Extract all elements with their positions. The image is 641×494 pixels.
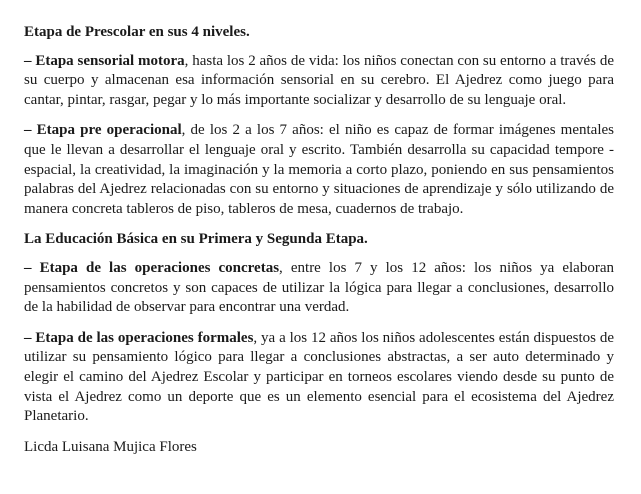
term-pre-operacional: – Etapa pre operacional [24, 122, 182, 139]
text-sensorial-motora: , hasta los 2 años de vida: los niños conectan con su entorno a través de su cuerpo y almacenan esa información sensorial en su cerebro. El Ajedrez como juego para cantar, pintar, rasgar, pegar y lo más importante socializar y desarrollo de su lenguaje oral. [24, 52, 614, 108]
term-operaciones-concretas: – Etapa de las operaciones concretas [24, 259, 280, 276]
term-operaciones-formales: – Etapa de las operaciones formales [24, 329, 254, 346]
paragraph-operaciones-formales [24, 329, 614, 427]
author-signature: Licda Luisana Mujica Flores [24, 438, 197, 455]
paragraph-sensorial-motora [24, 52, 614, 111]
term-sensorial-motora: – Etapa sensorial motora [24, 52, 185, 69]
text-operaciones-formales: , ya a los 12 años los niños adolescentes están dispuestos de utilizar su pensamiento lógico para llegar a conclusiones abstractas, a ser auto determinado y elegir el camino del Ajedrez Escolar y participar en torneos escolares viendo desde su punto de vista el Ajedrez como un deporte que es un elemento esencial para el ecosistema del Ajedrez Planetario. [24, 329, 614, 425]
section-heading-educacion-basica: La Educación Básica en su Primera y Segunda Etapa. [24, 231, 368, 248]
paragraph-pre-operacional [24, 121, 614, 219]
paragraph-operaciones-concretas [24, 259, 614, 318]
text-pre-operacional: , de los 2 a los 7 años: el niño es capaz de formar imágenes mentales que le llevan a desarrollar el lenguaje oral y escrito. También desarrolla su capacidad tempore - espacial, la creatividad, la imaginación y la memoria a corto plazo, poniendo en sus pensamientos palabras del Ajedrez relacionadas con su entorno y situaciones de aprendizaje y sólo utilizando de manera concreta tableros de piso, tableros de mesa, cuadernos de trabajo. [24, 122, 614, 217]
text-operaciones-concretas: , entre los 7 y los 12 años: los niños ya elaboran pensamientos concretos y son capaces de utilizar la lógica para llegar a conclusiones, desarrollo de la habilidad de observar para encontrar una verdad. [24, 259, 614, 316]
section-heading-prescolar: Etapa de Prescolar en sus 4 niveles. [24, 24, 250, 40]
